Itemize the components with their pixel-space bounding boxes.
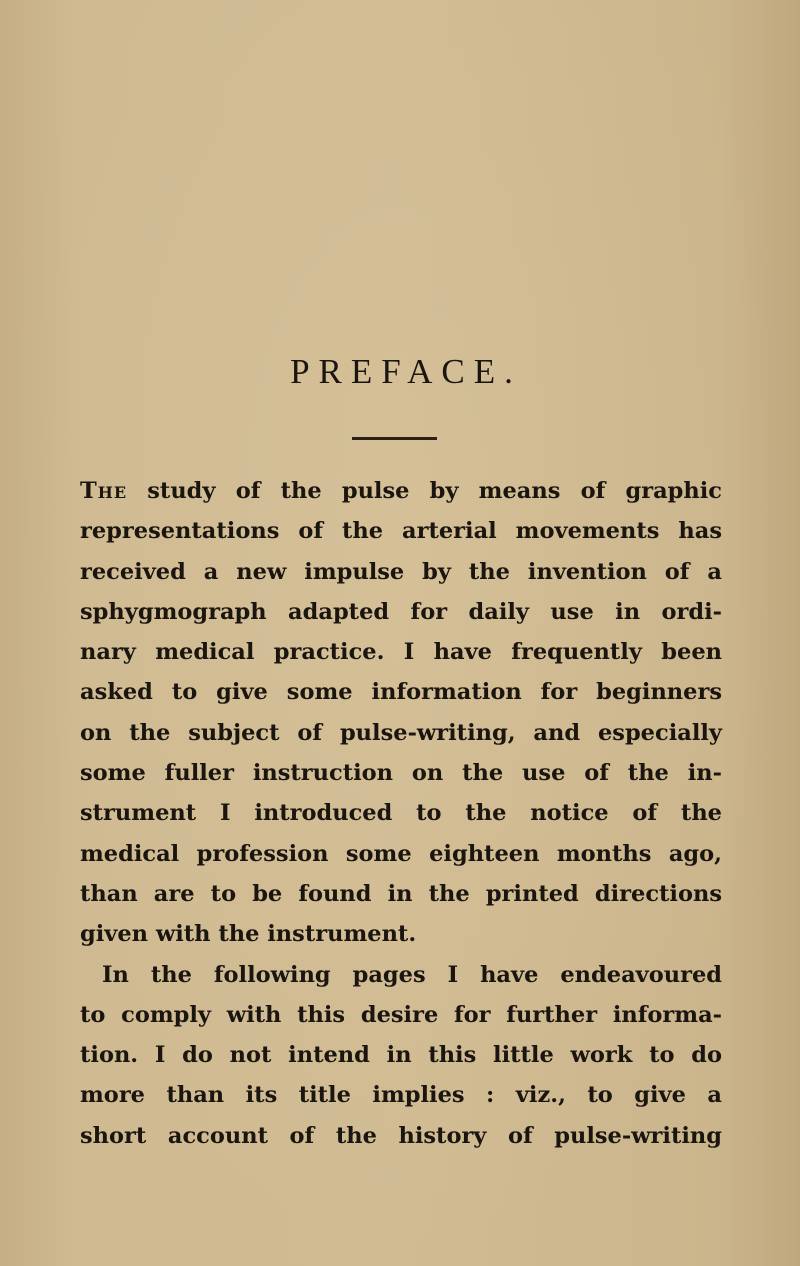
paragraph-line: more than its title implies : viz., to give a: [80, 1082, 722, 1109]
paragraph-line: asked to give some information for beginners: [80, 679, 722, 706]
paragraph-line: than are to be found in the printed directions: [80, 880, 722, 907]
paragraph-line: In the following pages I have endeavoured: [102, 961, 722, 988]
paragraph-line: received a new impulse by the invention of a: [80, 558, 722, 585]
paragraph-line: sphygmograph adapted for daily use in ordi-: [80, 598, 722, 625]
title-divider: [352, 437, 437, 440]
paragraph-line: nary medical practice. I have frequently been: [80, 639, 722, 666]
paragraph-line: The study of the pulse by means of graphic: [80, 478, 722, 504]
paragraph-line: strument I introduced to the notice of the: [80, 800, 722, 827]
paragraph-line: given with the instrument.: [80, 921, 417, 948]
paragraph-line: representations of the arterial movements has: [80, 518, 722, 545]
paragraph-line: tion. I do not intend in this little work to do: [80, 1042, 722, 1069]
lead-word: The: [80, 478, 128, 504]
paragraph-line: short account of the history of pulse-writing: [80, 1122, 722, 1149]
page-title: PREFACE.: [290, 352, 522, 391]
paragraph-line: medical profession some eighteen months ago,: [80, 840, 722, 867]
preface-body: [80, 471, 722, 1156]
paragraph-line: to comply with this desire for further informa-: [80, 1001, 722, 1028]
paragraph-line: on the subject of pulse-writing, and especially: [80, 719, 722, 746]
paragraph-line: some fuller instruction on the use of the in-: [80, 760, 722, 787]
